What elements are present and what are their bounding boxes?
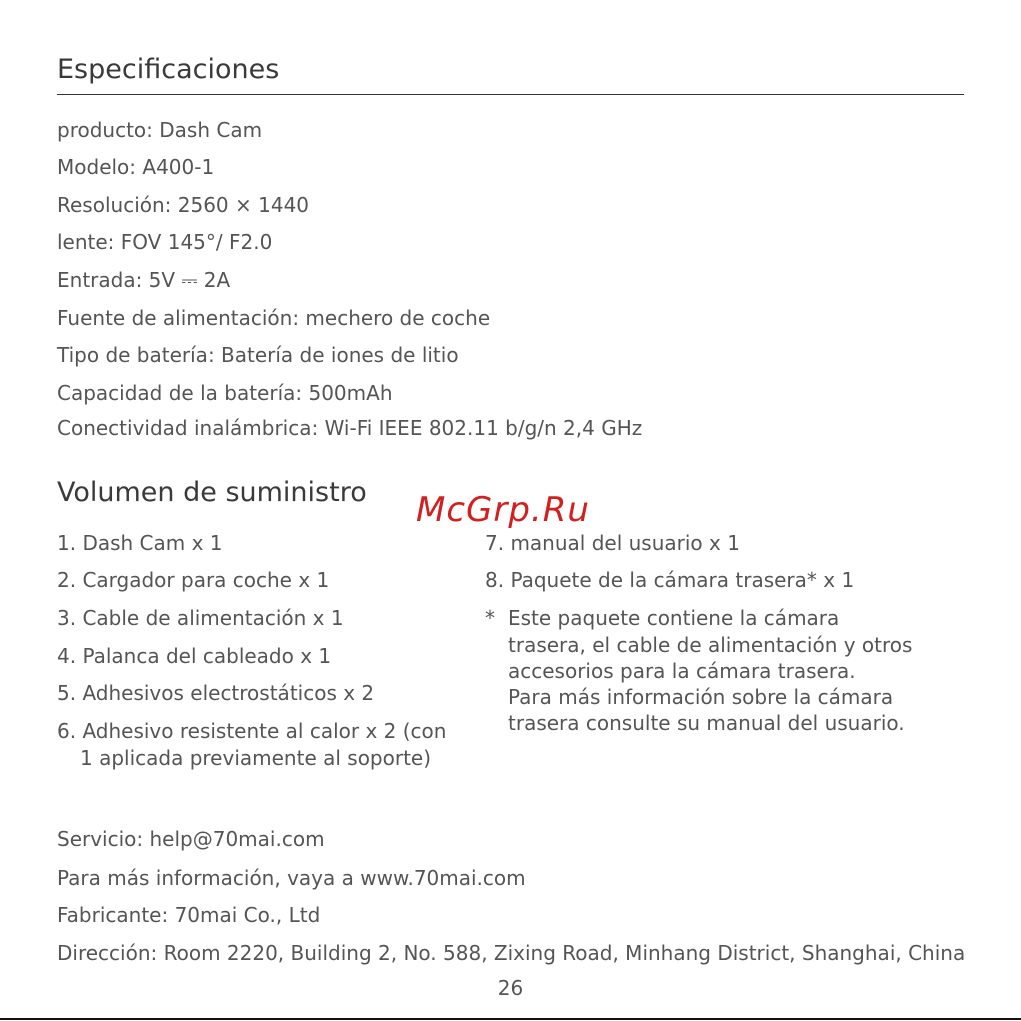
specs-title: Especificaciones	[57, 54, 280, 85]
spec-power-source: Fuente de alimentación: mechero de coche	[57, 306, 491, 330]
supply-note-line-4: Para más información sobre la cámara	[508, 685, 894, 709]
spec-battery-type: Tipo de batería: Batería de iones de litio	[57, 343, 459, 367]
supply-title: Volumen de suministro	[57, 477, 367, 508]
spec-input: Entrada: 5V ⎓ 2A	[57, 268, 231, 292]
supply-note-line-1: Este paquete contiene la cámara	[508, 606, 840, 630]
supply-item-6: 6. Adhesivo resistente al calor x 2 (con	[57, 719, 447, 743]
supply-note-line-2: trasera, el cable de alimentación y otros	[508, 633, 913, 657]
title-divider	[57, 94, 964, 95]
spec-battery-capacity: Capacidad de la batería: 500mAh	[57, 381, 393, 405]
supply-item-4: 4. Palanca del cableado x 1	[57, 644, 332, 668]
supply-note-line-5: trasera consulte su manual del usuario.	[508, 711, 905, 735]
spec-resolution: Resolución: 2560 × 1440	[57, 193, 310, 217]
supply-note-line-3: accesorios para la cámara trasera.	[508, 659, 856, 683]
supply-item-5: 5. Adhesivos electrostáticos x 2	[57, 681, 375, 705]
page-number: 26	[497, 976, 524, 1000]
spec-lens: lente: FOV 145°/ F2.0	[57, 230, 273, 254]
service-email: Servicio: help@70mai.com	[57, 827, 325, 851]
supply-item-3: 3. Cable de alimentación x 1	[57, 606, 344, 630]
supply-note-marker: *	[485, 606, 495, 630]
address: Dirección: Room 2220, Building 2, No. 588, Zixing Road, Minhang District, Shanghai, China	[57, 941, 966, 965]
more-info-website: Para más información, vaya a www.70mai.com	[57, 866, 526, 890]
supply-item-7: 7. manual del usuario x 1	[485, 531, 740, 555]
supply-item-1: 1. Dash Cam x 1	[57, 531, 223, 555]
supply-item-2: 2. Cargador para coche x 1	[57, 568, 330, 592]
watermark: McGrp.Ru	[416, 490, 590, 530]
supply-item-8: 8. Paquete de la cámara trasera* x 1	[485, 568, 855, 592]
spec-product: producto: Dash Cam	[57, 118, 263, 142]
bottom-divider	[0, 1018, 1021, 1020]
manufacturer: Fabricante: 70mai Co., Ltd	[57, 903, 321, 927]
spec-wireless: Conectividad inalámbrica: Wi-Fi IEEE 802.11 b/g/n 2,4 GHz	[57, 416, 643, 440]
supply-item-6-continued: 1 aplicada previamente al soporte)	[80, 746, 432, 770]
spec-model: Modelo: A400-1	[57, 155, 215, 179]
